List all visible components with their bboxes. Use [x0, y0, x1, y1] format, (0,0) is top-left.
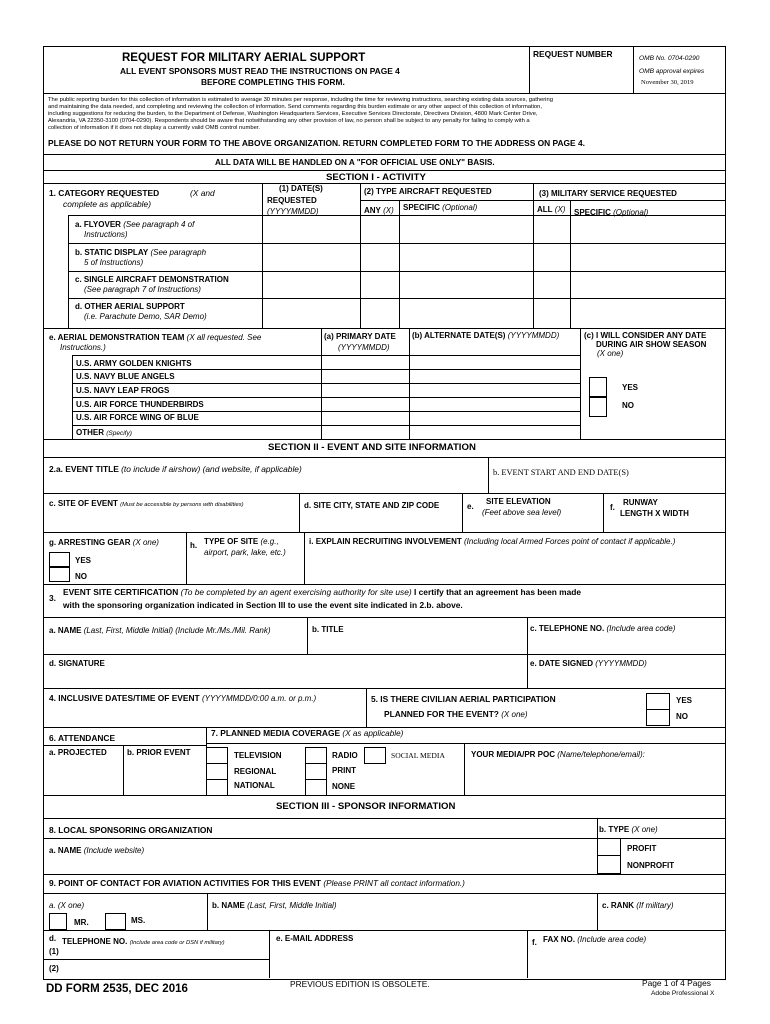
cert-name-field[interactable] — [47, 638, 304, 652]
regional-checkbox[interactable] — [206, 763, 228, 780]
national-label: NATIONAL — [234, 781, 275, 790]
org-type-label: b. TYPE — [599, 825, 630, 834]
category-note-1: (X and — [190, 188, 215, 198]
all-label: ALL — [537, 205, 553, 214]
telephone-label: TELEPHONE NO. — [62, 937, 128, 946]
prior-attendance-field[interactable] — [125, 762, 204, 790]
gear-yes-checkbox[interactable] — [49, 552, 70, 567]
gear-yes-label: YES — [75, 556, 92, 565]
none-label: NONE — [332, 782, 356, 791]
page-number: Page 1 of 4 Pages — [642, 978, 711, 988]
team-thunderbirds: U.S. AIR FORCE THUNDERBIRDS — [76, 400, 204, 409]
burden-text-5: collection of information if it does not display a currently valid OMB control number. — [48, 125, 261, 131]
civilian-yes-checkbox[interactable] — [646, 693, 670, 710]
dates-requested-format: (YYYYMMDD) — [267, 207, 319, 216]
email-field[interactable] — [273, 947, 523, 975]
civilian-participation-label: 5. IS THERE CIVILIAN AERIAL PARTICIPATION — [371, 694, 556, 704]
aircraft-type-label: (2) TYPE AIRCRAFT REQUESTED — [364, 187, 492, 196]
regional-label: REGIONAL — [234, 767, 277, 776]
other-support-label: d. OTHER AERIAL SUPPORT — [75, 302, 185, 311]
event-title-note: (to include if airshow) (and website, if applicable) — [121, 464, 302, 474]
consider-season-label: DURING AIR SHOW SEASON — [596, 340, 707, 349]
recruiting-note: (Including local Armed Forces point of contact if applicable.) — [464, 537, 676, 546]
national-checkbox[interactable] — [206, 779, 228, 796]
certification-text-1: I certify that an agreement has been made — [413, 587, 582, 597]
team-other-note: (Specify) — [106, 430, 132, 437]
runway-prefix: f. — [610, 503, 615, 512]
type-of-site-label: TYPE OF SITE — [204, 537, 259, 546]
cert-title-label: b. TITLE — [312, 625, 344, 634]
recruiting-label: EXPLAIN RECRUITING INVOLVEMENT — [315, 537, 462, 546]
consider-yes-checkbox[interactable] — [589, 377, 607, 397]
social-media-checkbox[interactable] — [364, 747, 386, 764]
specific-aircraft-note: (Optional) — [442, 203, 478, 212]
any-note: (X) — [383, 206, 394, 215]
type-of-site-note-2: airport, park, lake, etc.) — [204, 548, 286, 557]
dates-requested-label-1: (1) DATE(S) — [279, 184, 323, 193]
flyover-note-2: Instructions) — [84, 230, 128, 239]
date-signed-field[interactable] — [529, 672, 723, 686]
omb-approval-label: OMB approval expires — [639, 68, 705, 75]
media-coverage-note: (X as applicable) — [342, 729, 404, 738]
category-label: 1. CATEGORY REQUESTED — [49, 188, 160, 198]
poc-name-field[interactable] — [210, 913, 594, 927]
site-elevation-note: (Feet above sea level) — [482, 508, 562, 517]
specific-aircraft-label: SPECIFIC — [403, 203, 440, 212]
telephone-2-field[interactable] — [62, 961, 267, 975]
attendance-label: 6. ATTENDANCE — [49, 733, 116, 743]
mr-label: MR. — [74, 918, 89, 927]
type-of-site-note: (e.g., — [260, 537, 279, 546]
certification-text-2: with the sponsoring organization indicated in Section III to use the event site indicated in 2.b. above. — [63, 600, 463, 610]
event-dates-field[interactable] — [491, 479, 723, 491]
mr-checkbox[interactable] — [49, 913, 67, 930]
media-poc-label: YOUR MEDIA/PR POC — [471, 750, 556, 759]
radio-label: RADIO — [332, 751, 358, 760]
static-display-note-2: 5 of Instructions) — [84, 258, 144, 267]
civilian-x-one: (X one) — [501, 710, 528, 719]
gear-no-label: NO — [75, 572, 87, 581]
consider-yes-label: YES — [622, 383, 639, 392]
specific-service-note: (Optional) — [613, 208, 649, 217]
cert-phone-label: c. TELEPHONE NO. — [530, 624, 605, 633]
consider-no-label: NO — [622, 401, 634, 410]
team-golden-knights: U.S. ARMY GOLDEN KNIGHTS — [76, 359, 192, 368]
form-subtitle-2: BEFORE COMPLETING THIS FORM. — [201, 77, 345, 87]
fax-note: (Include area code) — [577, 935, 647, 944]
print-label: PRINT — [332, 766, 356, 775]
burden-text-3: including suggestions for reducing the burden, to the Department of Defense, Washington Headquarters Services, Executive Services Directorate, Directives Division, 4800 Mark Center Drive, — [48, 111, 538, 117]
alternate-date-format: (YYYYMMDD) — [507, 331, 560, 340]
other-support-note: (i.e. Parachute Demo, SAR Demo) — [84, 312, 207, 321]
site-city-label: d. SITE CITY, STATE AND ZIP CODE — [304, 501, 440, 510]
projected-attendance-field[interactable] — [47, 762, 121, 790]
request-number-label: REQUEST NUMBER — [533, 49, 613, 59]
burden-text-4: Alexandria, VA 22350-3100 (0704-0290). Respondents should be aware that notwithstanding any other provision of law, no person shall be subject to any penalty for failing to comply with a — [48, 118, 530, 124]
cert-name-note: (Last, First, Middle Initial) (Include Mr./Ms./Mil. Rank) — [83, 626, 271, 635]
prior-event-label: b. PRIOR EVENT — [127, 748, 191, 757]
consider-any-date-label: (c) I WILL CONSIDER ANY DATE — [584, 331, 707, 340]
media-poc-field[interactable] — [469, 762, 723, 790]
nonprofit-label: NONPROFIT — [627, 861, 675, 870]
any-label: ANY — [364, 206, 381, 215]
team-leap-frogs: U.S. NAVY LEAP FROGS — [76, 386, 170, 395]
consider-no-checkbox[interactable] — [589, 397, 607, 417]
inclusive-dates-label: 4. INCLUSIVE DATES/TIME OF EVENT — [49, 693, 200, 703]
media-poc-note: (Name/telephone/email): — [557, 750, 645, 759]
team-blue-angels: U.S. NAVY BLUE ANGELS — [76, 372, 175, 381]
poc-name-label: b. NAME — [212, 901, 245, 910]
civilian-yes-label: YES — [676, 696, 693, 705]
primary-date-label: (a) PRIMARY DATE — [324, 332, 396, 341]
television-checkbox[interactable] — [206, 747, 228, 764]
cert-phone-field[interactable] — [529, 637, 723, 651]
telephone-prefix: d. — [49, 934, 57, 943]
none-checkbox[interactable] — [305, 779, 327, 796]
telephone-1-label: (1) — [49, 947, 59, 956]
certification-label: EVENT SITE CERTIFICATION — [63, 587, 179, 597]
form-title: REQUEST FOR MILITARY AERIAL SUPPORT — [122, 52, 366, 64]
profit-checkbox[interactable] — [597, 838, 621, 856]
print-checkbox[interactable] — [305, 763, 327, 780]
media-coverage-label: 7. PLANNED MEDIA COVERAGE — [211, 728, 341, 738]
cert-title-field[interactable] — [310, 638, 524, 652]
gear-no-checkbox[interactable] — [49, 567, 70, 582]
primary-date-format: (YYYYMMDD) — [338, 343, 390, 352]
ms-checkbox[interactable] — [105, 913, 126, 930]
category-note-2: complete as applicable) — [63, 199, 151, 209]
telephone-1-field[interactable] — [62, 945, 267, 958]
site-of-event-label: c. SITE OF EVENT — [49, 499, 118, 508]
military-service-label: (3) MILITARY SERVICE REQUESTED — [539, 189, 677, 198]
certification-number: 3. — [49, 593, 56, 603]
ms-label: MS. — [131, 916, 146, 925]
form-subtitle-1: ALL EVENT SPONSORS MUST READ THE INSTRUCTIONS ON PAGE 4 — [120, 66, 400, 76]
burden-text-2: and maintaining the data needed, and completing and reviewing the collection of information. Send comments regarding this burden estimate or any other aspect of this collection of information, — [48, 104, 542, 110]
sponsoring-org-label: 8. LOCAL SPONSORING ORGANIZATION — [49, 825, 213, 835]
civilian-participation-label-2: PLANNED FOR THE EVENT? — [384, 709, 499, 719]
omb-number: OMB No. 0704-0290 — [639, 55, 700, 62]
fouo-notice: ALL DATA WILL BE HANDLED ON A "FOR OFFICIAL USE ONLY" BASIS. — [215, 158, 495, 167]
site-elevation-label: SITE ELEVATION — [486, 497, 551, 506]
section-1-title: SECTION I - ACTIVITY — [326, 172, 426, 183]
cert-name-label: a. NAME — [49, 626, 82, 635]
consider-x-one: (X one) — [597, 349, 624, 358]
email-label: e. E-MAIL ADDRESS — [276, 934, 354, 943]
civilian-no-label: NO — [676, 712, 688, 721]
civilian-no-checkbox[interactable] — [646, 709, 670, 726]
demo-team-note: (X all requested. See — [186, 333, 262, 342]
projected-label: a. PROJECTED — [49, 748, 107, 757]
date-signed-note: (YYYYMMDD) — [595, 659, 647, 668]
poc-rank-field[interactable] — [600, 913, 723, 927]
single-aircraft-label: c. SINGLE AIRCRAFT DEMONSTRATION — [75, 275, 229, 284]
fax-prefix: f. — [532, 938, 537, 947]
static-display-note: (See paragraph — [150, 248, 207, 257]
poc-rank-label: c. RANK — [602, 901, 635, 910]
poc-rank-note: (If military) — [636, 901, 674, 910]
event-title-label: 2.a. EVENT TITLE — [49, 464, 119, 474]
org-name-field[interactable] — [47, 857, 595, 871]
salutation-x-one: a. (X one) — [49, 901, 85, 910]
profit-label: PROFIT — [627, 844, 657, 853]
cert-phone-note: (Include area code) — [606, 624, 676, 633]
org-type-note: (X one) — [631, 825, 658, 834]
poc-name-note: (Last, First, Middle Initial) — [247, 901, 337, 910]
demo-team-label: e. AERIAL DEMONSTRATION TEAM — [49, 333, 185, 342]
arresting-gear-label: g. ARRESTING GEAR — [49, 538, 131, 547]
team-wing-of-blue: U.S. AIR FORCE WING OF BLUE — [76, 413, 199, 422]
certification-note: (To be completed by an agent exercising authority for site use) — [180, 587, 412, 597]
aviation-poc-label: 9. POINT OF CONTACT FOR AVIATION ACTIVITIES FOR THIS EVENT — [49, 878, 322, 888]
fax-field[interactable] — [530, 947, 723, 975]
arresting-gear-note: (X one) — [132, 538, 159, 547]
org-name-label: a. NAME — [49, 846, 82, 855]
return-notice: PLEASE DO NOT RETURN YOUR FORM TO THE ABOVE ORGANIZATION. RETURN COMPLETED FORM TO THE ADDRESS ON PAGE 4. — [48, 138, 585, 148]
form-id: DD FORM 2535, DEC 2016 — [46, 983, 188, 995]
request-number-field[interactable] — [531, 62, 631, 90]
recruiting-field[interactable] — [307, 550, 723, 580]
alternate-date-label: (b) ALTERNATE DATE(S) — [412, 331, 506, 340]
signature-label: d. SIGNATURE — [49, 659, 105, 668]
edition-notice: PREVIOUS EDITION IS OBSOLETE. — [290, 979, 430, 989]
event-title-field[interactable] — [47, 477, 485, 491]
event-dates-label: b. EVENT START AND END DATE(S) — [493, 468, 629, 477]
type-of-site-prefix: h. — [190, 541, 198, 550]
television-label: TELEVISION — [234, 751, 282, 760]
all-note: (X) — [554, 205, 566, 214]
flyover-note: (See paragraph 4 of — [123, 220, 195, 229]
runway-label: RUNWAY — [623, 498, 658, 507]
telephone-2-label: (2) — [49, 964, 59, 973]
aviation-poc-note: (Please PRINT all contact information.) — [323, 879, 465, 888]
org-name-note: (Include website) — [83, 846, 145, 855]
demo-team-note-2: Instructions.) — [60, 343, 106, 352]
site-elevation-prefix: e. — [467, 502, 474, 511]
single-aircraft-note: (See paragraph 7 of Instructions) — [84, 285, 201, 294]
fax-label: FAX NO. — [543, 935, 576, 944]
flyover-label: a. FLYOVER — [75, 220, 121, 229]
software-note: Adobe Professional X — [651, 990, 715, 997]
runway-dimensions-label: LENGTH X WIDTH — [620, 509, 689, 518]
social-media-label: SOCIAL MEDIA — [391, 751, 445, 760]
inclusive-dates-field[interactable] — [47, 707, 363, 725]
radio-checkbox[interactable] — [305, 747, 327, 764]
section-3-title: SECTION III - SPONSOR INFORMATION — [276, 801, 456, 812]
inclusive-dates-note: (YYYYMMDD/0:00 a.m. or p.m.) — [201, 694, 317, 703]
nonprofit-checkbox[interactable] — [597, 855, 621, 874]
specific-service-label: SPECIFIC — [574, 208, 611, 217]
site-of-event-note: (Must be accessible by persons with disabilities) — [120, 502, 244, 508]
omb-expiry-date: November 30, 2019 — [641, 79, 694, 86]
recruiting-prefix: i. — [309, 537, 314, 546]
date-signed-label: e. DATE SIGNED — [530, 659, 593, 668]
burden-text-1: The public reporting burden for this collection of information is estimated to average 30 minutes per response, including the time for reviewing instructions, searching existing data sources, gathering — [48, 97, 553, 103]
static-display-label: b. STATIC DISPLAY — [75, 248, 149, 257]
team-other: OTHER — [76, 428, 104, 437]
section-2-title: SECTION II - EVENT AND SITE INFORMATION — [268, 442, 476, 453]
telephone-note: (Include area code or DSN if military) — [129, 940, 225, 946]
dates-requested-label-2: REQUESTED — [267, 196, 317, 205]
